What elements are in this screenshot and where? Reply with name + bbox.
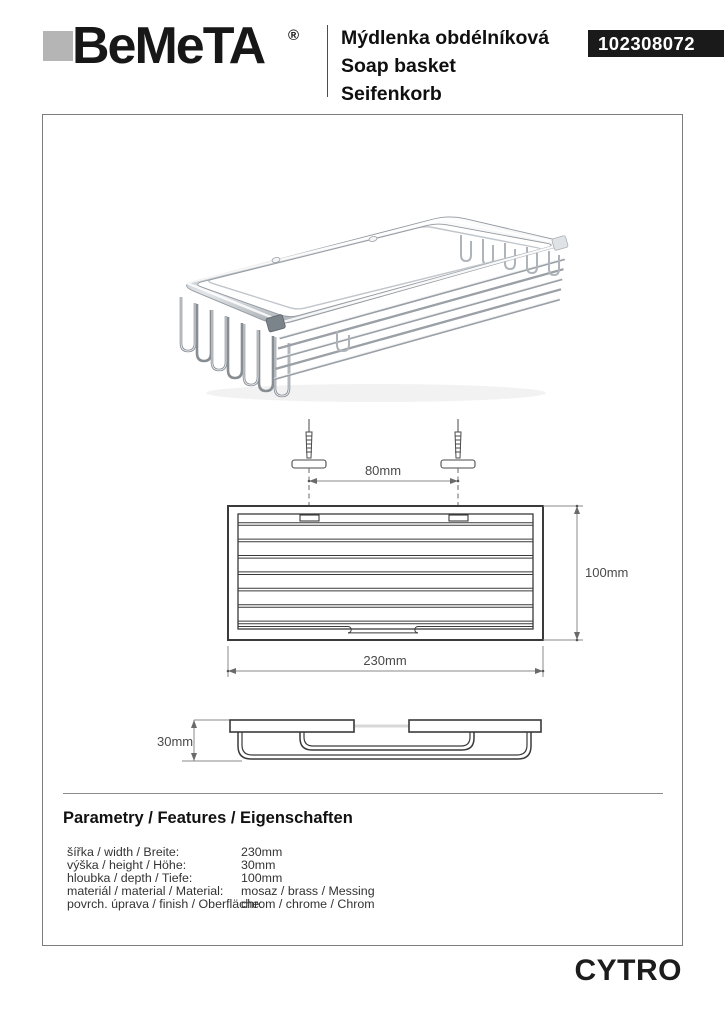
parameters-heading: Parametry / Features / Eigenschaften: [63, 809, 353, 827]
dimension-width: [227, 646, 545, 677]
basket-front-wires-highlight: [274, 258, 565, 378]
product-code-badge: 102308072: [588, 30, 724, 57]
mounting-tab: [300, 515, 319, 521]
param-row: [67, 871, 627, 884]
product-photo: [161, 193, 581, 408]
param-value: chrom / chrome / Chrom: [241, 897, 375, 912]
content-frame: [42, 114, 683, 946]
param-label: šířka / width / Breite:: [67, 844, 180, 859]
param-value: 230mm: [241, 844, 283, 859]
param-value: 100mm: [241, 870, 283, 885]
param-row: [67, 845, 627, 858]
topview-outer-outline: [228, 506, 543, 640]
series-name: CYTRO: [574, 954, 682, 987]
top-view-drawing: [181, 416, 641, 686]
product-title-en: Soap basket: [341, 55, 456, 77]
width-label: 230mm: [363, 653, 407, 668]
parameters-table: [67, 845, 627, 911]
product-title-cs: Mýdlenka obdélníková: [341, 27, 550, 49]
dimension-hole-spacing: [308, 463, 460, 484]
height-label: 30mm: [157, 734, 194, 749]
basket-corner-block: [552, 235, 569, 250]
basket-front-wires: [274, 259, 565, 379]
depth-label: 100mm: [585, 565, 629, 580]
logo-square-icon: [43, 31, 73, 61]
dimension-depth: [543, 505, 628, 642]
hole-spacing-label: 80mm: [364, 463, 402, 478]
side-view-drawing: [121, 701, 581, 781]
product-titles: [341, 24, 549, 108]
param-value: mosaz / brass / Messing: [241, 884, 375, 899]
param-label: povrch. úprava / finish / Oberfläche:: [67, 897, 263, 912]
param-row: [67, 858, 627, 871]
product-title-de: Seifenkorb: [341, 83, 442, 105]
brand-wordmark: BeMeTA: [72, 17, 265, 75]
wall-screw-icon: [292, 419, 326, 468]
mounting-tab: [449, 515, 468, 521]
photo-shadow: [206, 384, 546, 402]
param-row: [67, 885, 627, 898]
param-label: hloubka / depth / Tiefe:: [67, 870, 193, 885]
param-value: 30mm: [241, 857, 276, 872]
wall-screw-icon: [441, 419, 475, 468]
param-row: [67, 898, 627, 911]
param-label: materiál / material / Material:: [67, 884, 224, 899]
param-label: výška / height / Höhe:: [67, 857, 187, 872]
section-divider: [63, 793, 663, 794]
header-divider: [327, 25, 328, 97]
registered-mark: ®: [288, 27, 300, 44]
